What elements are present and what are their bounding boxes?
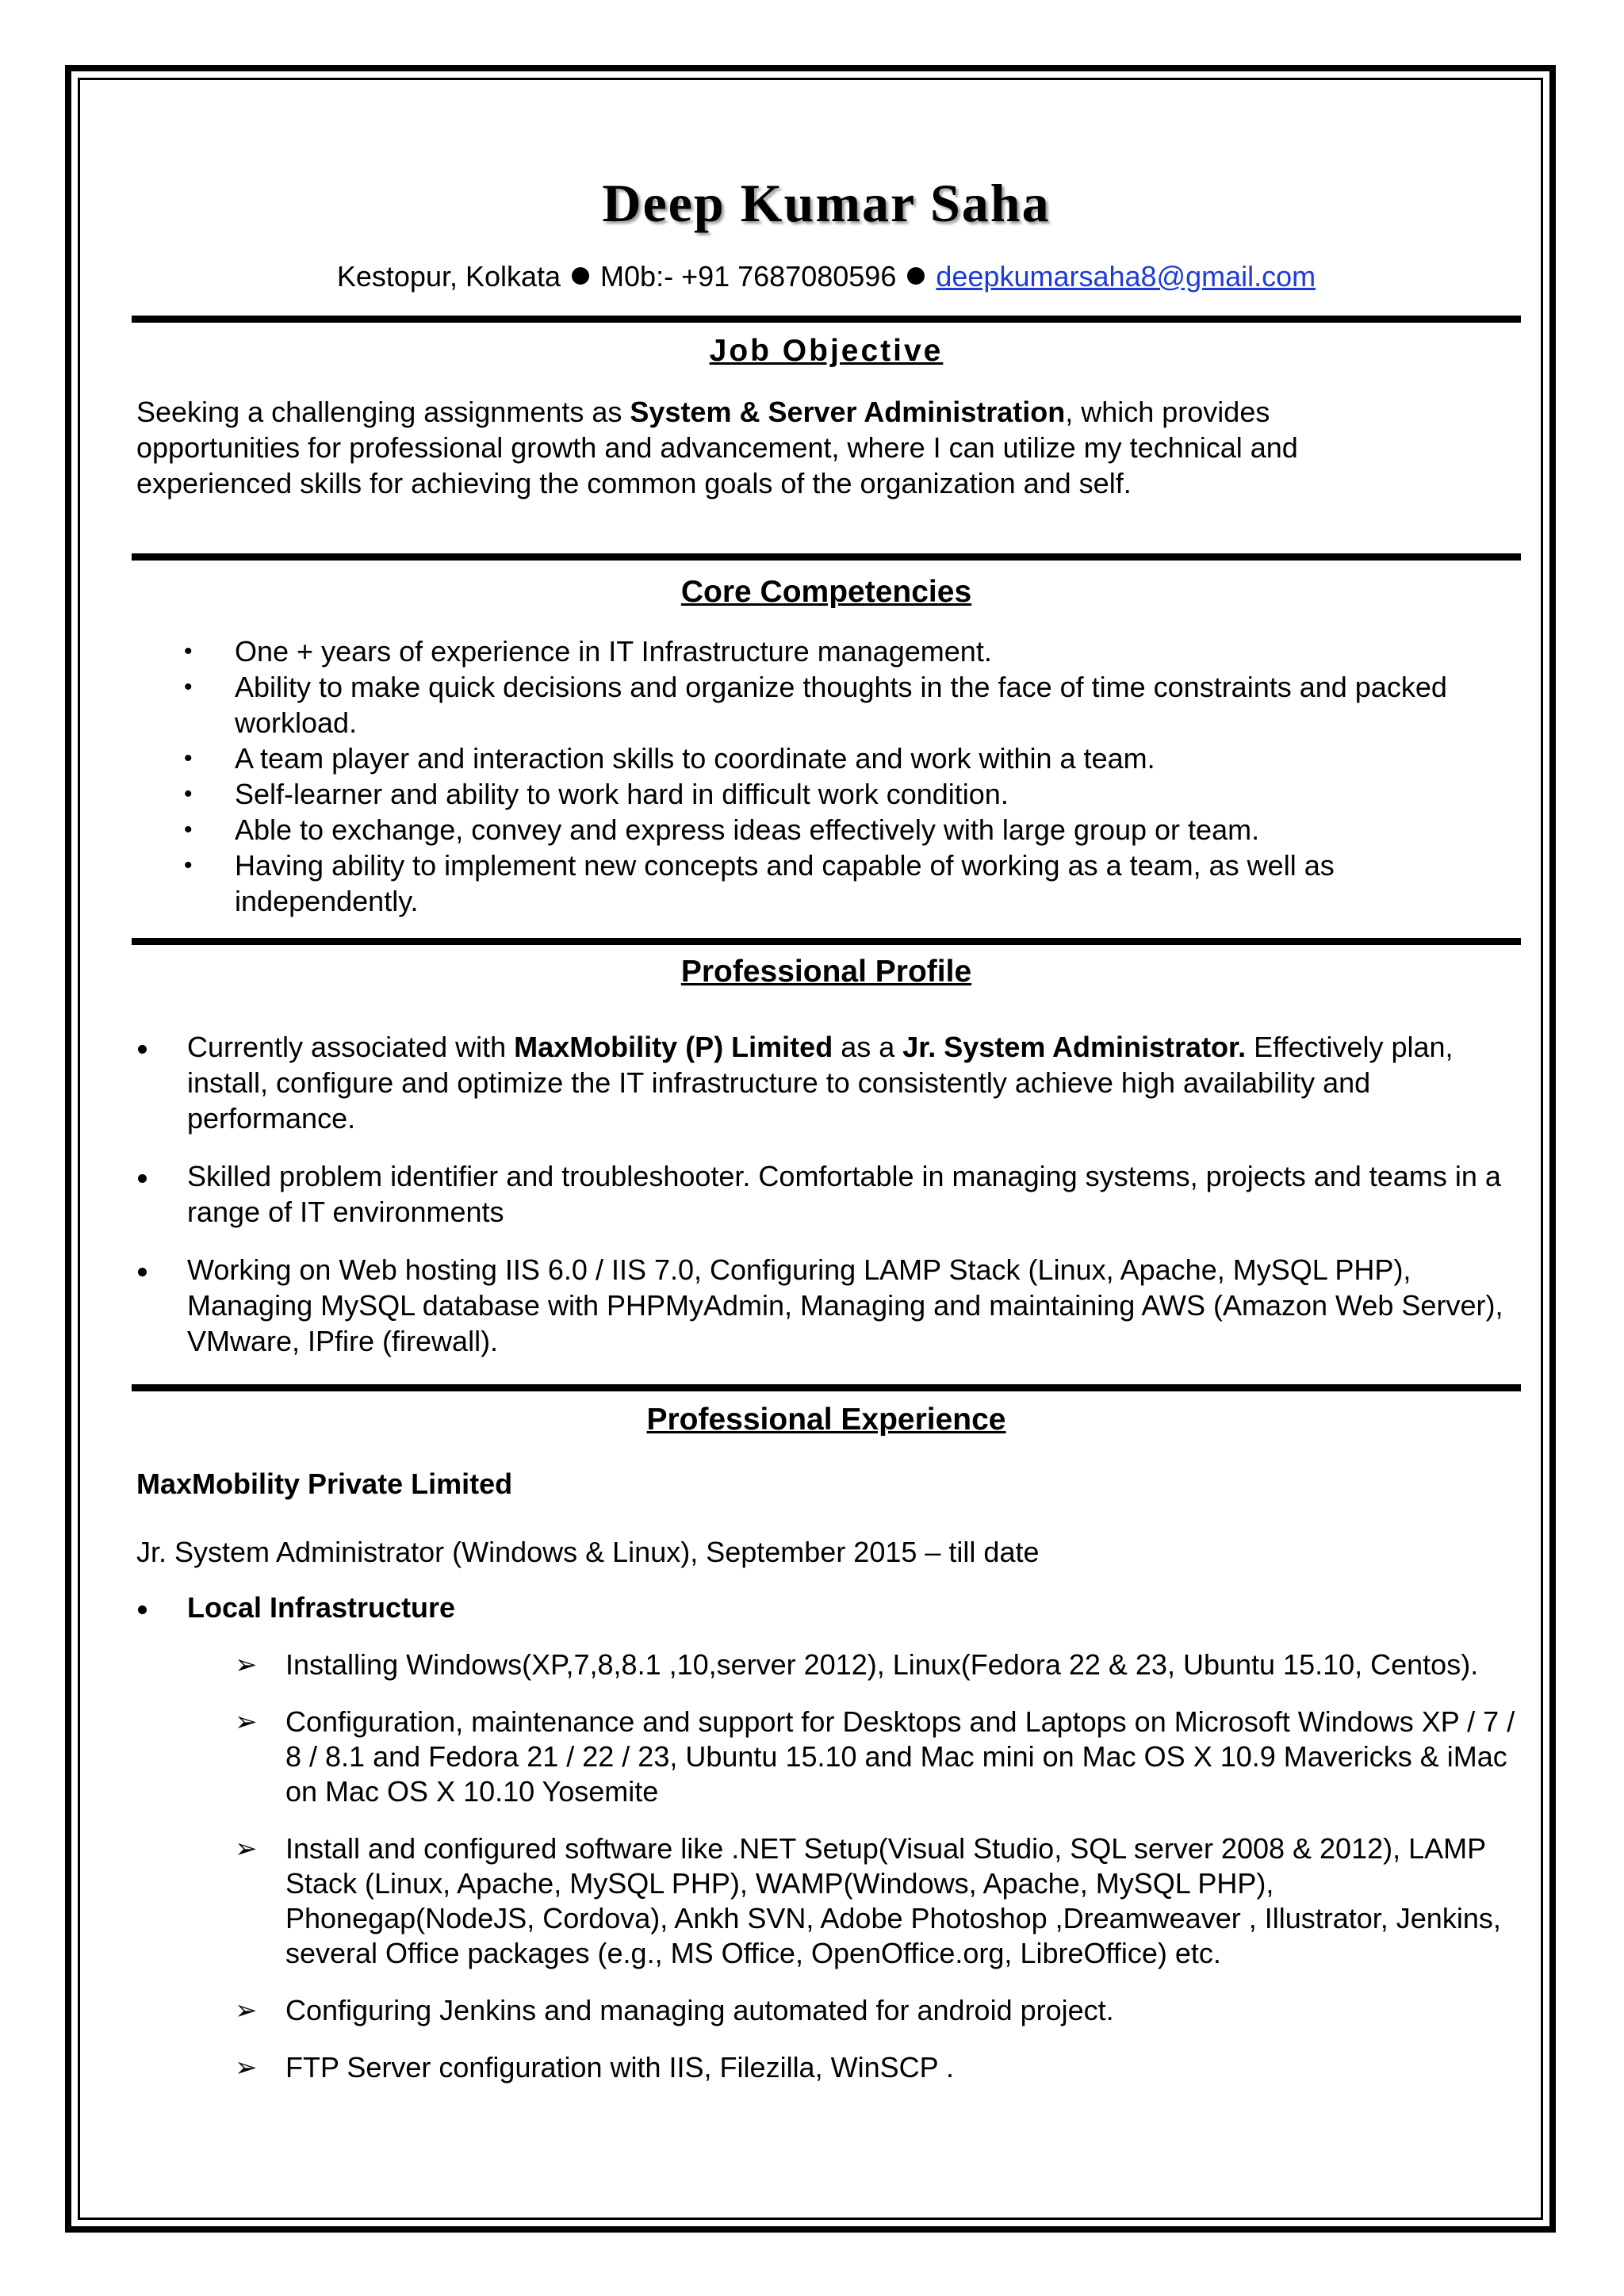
item-text: Installing Windows(XP,7,8,8.1 ,10,server 2012), Linux(Fedora 22 & 23, Ubuntu 15.10, Centos). [285, 1648, 1479, 1681]
list-item [136, 2050, 1516, 2085]
section-divider [132, 316, 1521, 323]
profile-text-part: Skilled problem identifier and troubleshooter. Comfortable in managing systems, projects and teams in a range of IT environments [187, 1160, 1501, 1228]
profile-text-part: Currently associated with [187, 1031, 515, 1063]
section-divider [132, 938, 1521, 945]
role-line: Jr. System Administrator (Windows & Linux), September 2015 – till date [136, 1536, 1040, 1568]
list-item: • One + years of experience in IT Infrastructure management. [136, 633, 1516, 669]
list-item [136, 1590, 1516, 1625]
section-divider [132, 1384, 1521, 1391]
section-heading-experience: Professional Experience [646, 1402, 1006, 1437]
local-infrastructure-list [136, 1647, 1516, 2085]
profile-text-part: as a [833, 1031, 903, 1063]
bullet-icon [138, 1174, 147, 1183]
location-text: Kestopur, Kolkata [336, 260, 561, 293]
bullet-icon [138, 1045, 147, 1054]
list-item [136, 1993, 1516, 2028]
separator-dot-icon [907, 267, 925, 285]
contact-line [136, 260, 1516, 293]
mobile-text: M0b:- +91 7687080596 [600, 260, 897, 293]
arrow-bullet-icon: ➢ [235, 1996, 258, 2026]
bullet-icon [138, 1268, 147, 1276]
list-item: • A team player and interaction skills to coordinate and work within a team. [136, 740, 1516, 776]
section-heading-core: Core Competencies [680, 575, 972, 609]
list-item [136, 1647, 1516, 1682]
section-title: Local Infrastructure [187, 1591, 456, 1624]
arrow-bullet-icon: ➢ [235, 2053, 258, 2083]
section-divider [132, 553, 1521, 561]
experience-sections [136, 1590, 1516, 1625]
list-item [136, 1705, 1516, 1809]
objective-text-part: Seeking a challenging assignments as [136, 396, 630, 428]
professional-profile-list [136, 1029, 1516, 1359]
objective-text-part: experienced skills for achieving the common goals of the organization and self. [136, 467, 1132, 499]
objective-text [136, 394, 1516, 501]
section-heading-objective: Job Objective [709, 334, 944, 368]
list-item [136, 1158, 1516, 1230]
core-competencies-list [136, 633, 1516, 919]
bullet-icon [138, 1605, 147, 1614]
list-item [136, 1252, 1516, 1359]
item-text: Install and configured software like .NET Setup(Visual Studio, SQL server 2008 & 2012), LAMP Stack (Linux, Apache, MySQL PHP), WAMP(Windows, Apache, MySQL PHP), Phonegap(NodeJS, Cordova), Ankh SVN, Adobe Photoshop ,Dreamweaver , Illustrator, Jenkins, several Office packages (e.g., MS Office, OpenOffice.org, LibreOffice) etc. [285, 1832, 1501, 1969]
profile-role-bold: Jr. System Administrator. [902, 1031, 1247, 1063]
objective-text-part: opportunities for professional growth and advancement, where I can utilize my technical and [136, 431, 1298, 464]
item-text: Configuration, maintenance and support for Desktops and Laptops on Microsoft Windows XP / 7 / 8 / 8.1 and Fedora 21 / 22 / 23, Ubuntu 15.10 and Mac mini on Mac OS X 10.9 Mavericks & iMac on Mac OS X 10.10 Yosemite [285, 1705, 1515, 1808]
list-item: • Having ability to implement new concepts and capable of working as a team, as well as independently. [136, 848, 1516, 919]
objective-role-bold: System & Server Administration [630, 396, 1066, 428]
separator-dot-icon [572, 267, 589, 285]
item-text: Configuring Jenkins and managing automated for android project. [285, 1994, 1114, 2026]
arrow-bullet-icon: ➢ [235, 1707, 258, 1737]
profile-company-bold: MaxMobility (P) Limited [514, 1031, 833, 1063]
list-item: • Self-learner and ability to work hard in difficult work condition. [136, 776, 1516, 812]
arrow-bullet-icon: ➢ [235, 1650, 258, 1680]
email-link[interactable]: deepkumarsaha8@gmail.com [936, 260, 1316, 293]
item-text: FTP Server configuration with IIS, Filezilla, WinSCP . [285, 2051, 954, 2084]
arrow-bullet-icon: ➢ [235, 1834, 258, 1864]
profile-text-part: Working on Web hosting IIS 6.0 / IIS 7.0, Configuring LAMP Stack (Linux, Apache, MySQL PHP), Managing MySQL database with PHPMyAdmin, Managing and maintaining AWS (Amazon Web Server), VMware, IPfire (firewall). [187, 1253, 1503, 1357]
list-item [136, 1831, 1516, 1971]
list-item: • Ability to make quick decisions and organize thoughts in the face of time constraints and packed workload. [136, 669, 1516, 740]
section-heading-profile: Professional Profile [680, 955, 972, 989]
company-name: MaxMobility Private Limited [136, 1468, 513, 1500]
list-item [136, 1029, 1516, 1136]
objective-text-part: , which provides [1065, 396, 1270, 428]
profile-text-part: Effectively plan, install, configure and optimize the IT infrastructure to consistently achieve high availability and performance. [187, 1031, 1454, 1135]
resume-content [136, 166, 1516, 2107]
candidate-name: Deep Kumar Saha [602, 173, 1051, 233]
list-item: • Able to exchange, convey and express ideas effectively with large group or team. [136, 812, 1516, 848]
